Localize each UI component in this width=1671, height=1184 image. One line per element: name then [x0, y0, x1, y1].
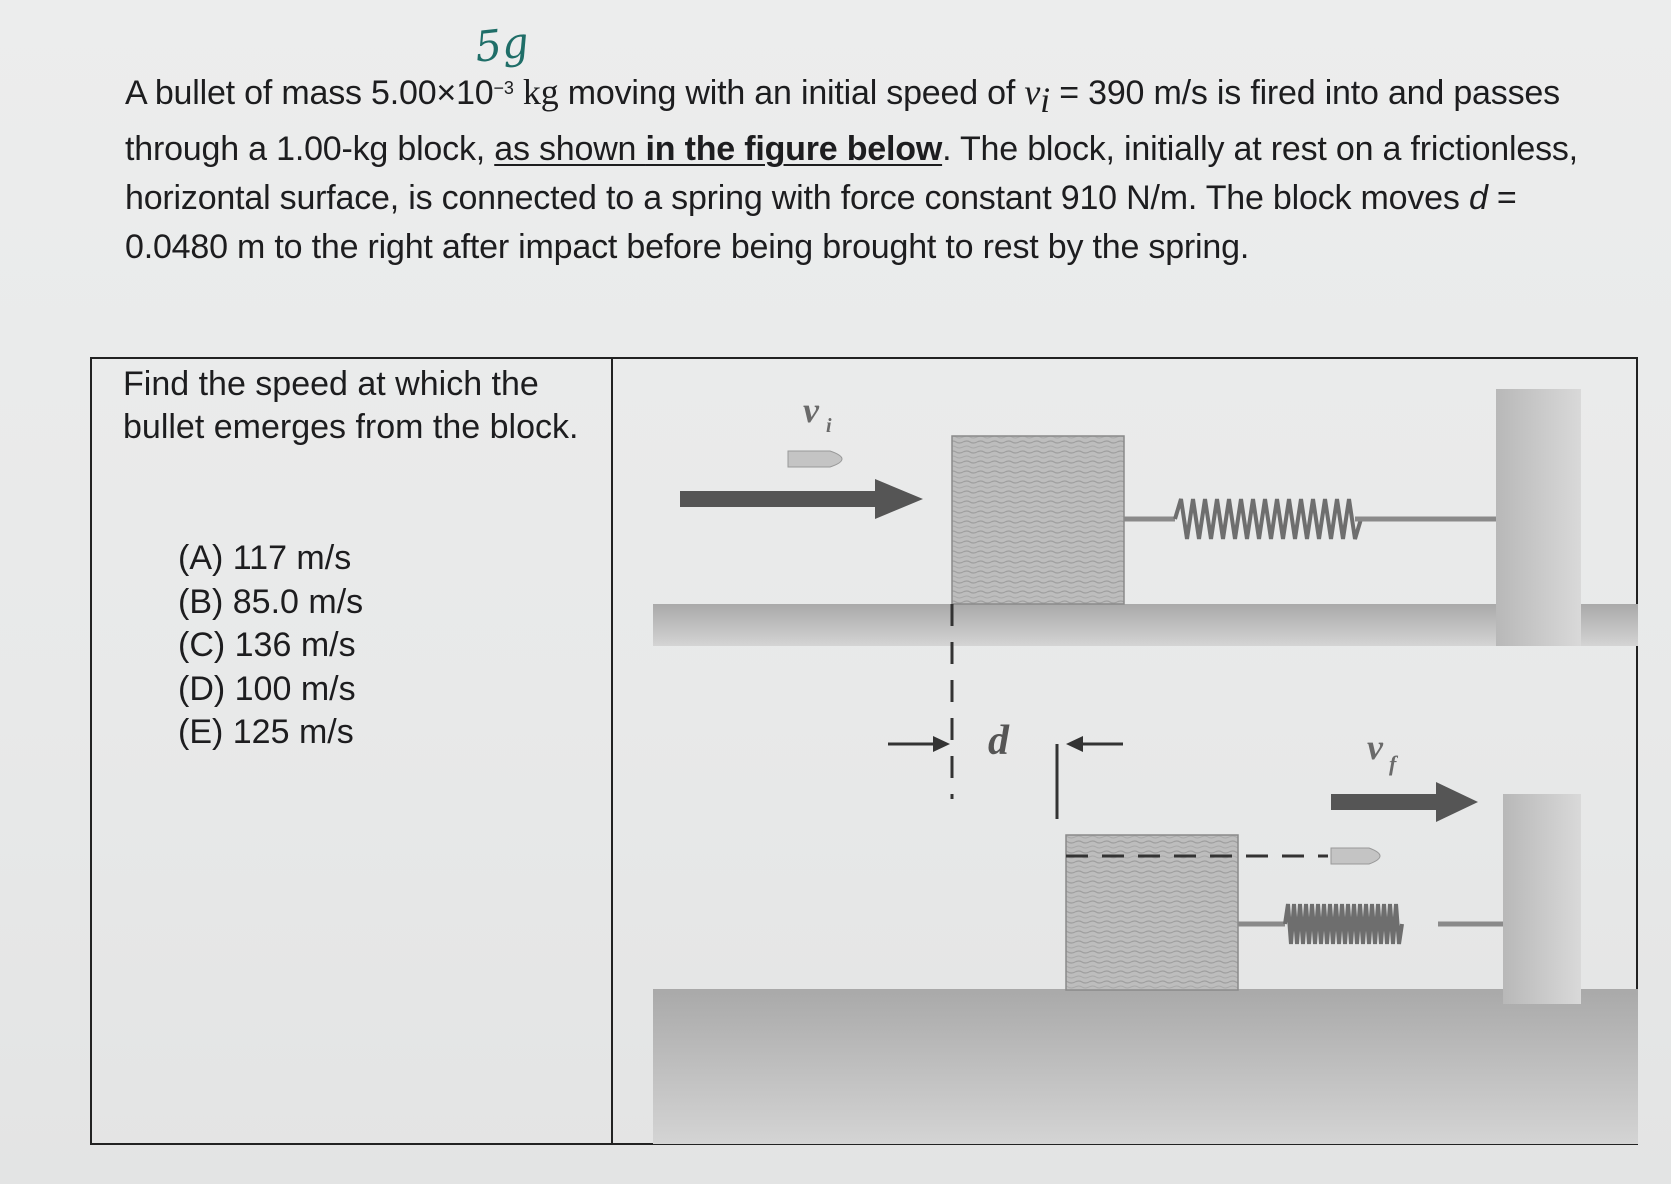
figure-panel — [613, 359, 1638, 1145]
final-scene — [653, 727, 1638, 1144]
problem-text-speed: moving with an initial speed of — [558, 74, 1025, 112]
initial-scene — [653, 389, 1638, 646]
top-wall — [1496, 389, 1581, 646]
vf-label-sub: f — [1389, 751, 1397, 776]
vi-subscript: i — [1040, 79, 1050, 120]
mass-unit: kg — [522, 72, 559, 112]
mass-exponent: −3 — [493, 78, 514, 98]
bullet-initial — [788, 451, 842, 467]
d-symbol: d — [1468, 178, 1488, 217]
bottom-spring — [1238, 904, 1503, 944]
problem-text-vi: = 390 m/s is fired into and passes through a 1.00-kg block, — [125, 74, 1560, 168]
vi-symbol: v — [1024, 72, 1041, 112]
vi-label: v — [803, 390, 819, 430]
answer-options — [178, 537, 363, 755]
vi-arrow — [680, 479, 923, 519]
problem-statement — [125, 68, 1595, 272]
problem-text-block: . The block, initially at rest on a frictionless, horizontal surface, is connected to a spring with force constant 910 N/m. The block moves — [125, 129, 1578, 217]
figure-link[interactable] — [494, 130, 942, 168]
bullet-final — [1331, 848, 1380, 864]
d-label: d — [988, 718, 1009, 764]
top-block — [952, 436, 1124, 604]
bullet-block-spring-figure — [613, 359, 1638, 1145]
d-right-arrow — [1066, 736, 1123, 752]
option-e[interactable]: (E) 125 m/s — [178, 713, 354, 751]
bottom-floor — [653, 989, 1638, 1144]
option-a[interactable]: (A) 117 m/s — [178, 539, 352, 577]
handwritten-note: 5g — [472, 17, 532, 72]
bottom-wall — [1503, 794, 1581, 1004]
problem-text-mass: A bullet of mass 5.00×10 — [125, 74, 494, 112]
problem-text-d: = 0.0480 m to the right after impact before being brought to rest by the spring. — [125, 178, 1517, 266]
top-floor — [653, 604, 1638, 646]
option-d[interactable]: (D) 100 m/s — [178, 669, 356, 708]
question-table — [90, 357, 1638, 1145]
vf-arrow — [1331, 782, 1478, 822]
figure-link-text-1: as shown — [494, 129, 646, 168]
vf-label: v — [1367, 727, 1383, 767]
figure-link-text-2: in the figure below — [645, 129, 943, 168]
option-b[interactable]: (B) 85.0 m/s — [178, 582, 364, 621]
option-c[interactable]: (C) 136 m/s — [178, 626, 356, 664]
d-left-arrow — [888, 736, 950, 752]
top-spring — [1124, 499, 1496, 539]
vi-label-sub: i — [826, 415, 832, 437]
bottom-block — [1066, 835, 1238, 990]
question-text: Find the speed at which the bullet emerges from the block. — [123, 365, 579, 446]
